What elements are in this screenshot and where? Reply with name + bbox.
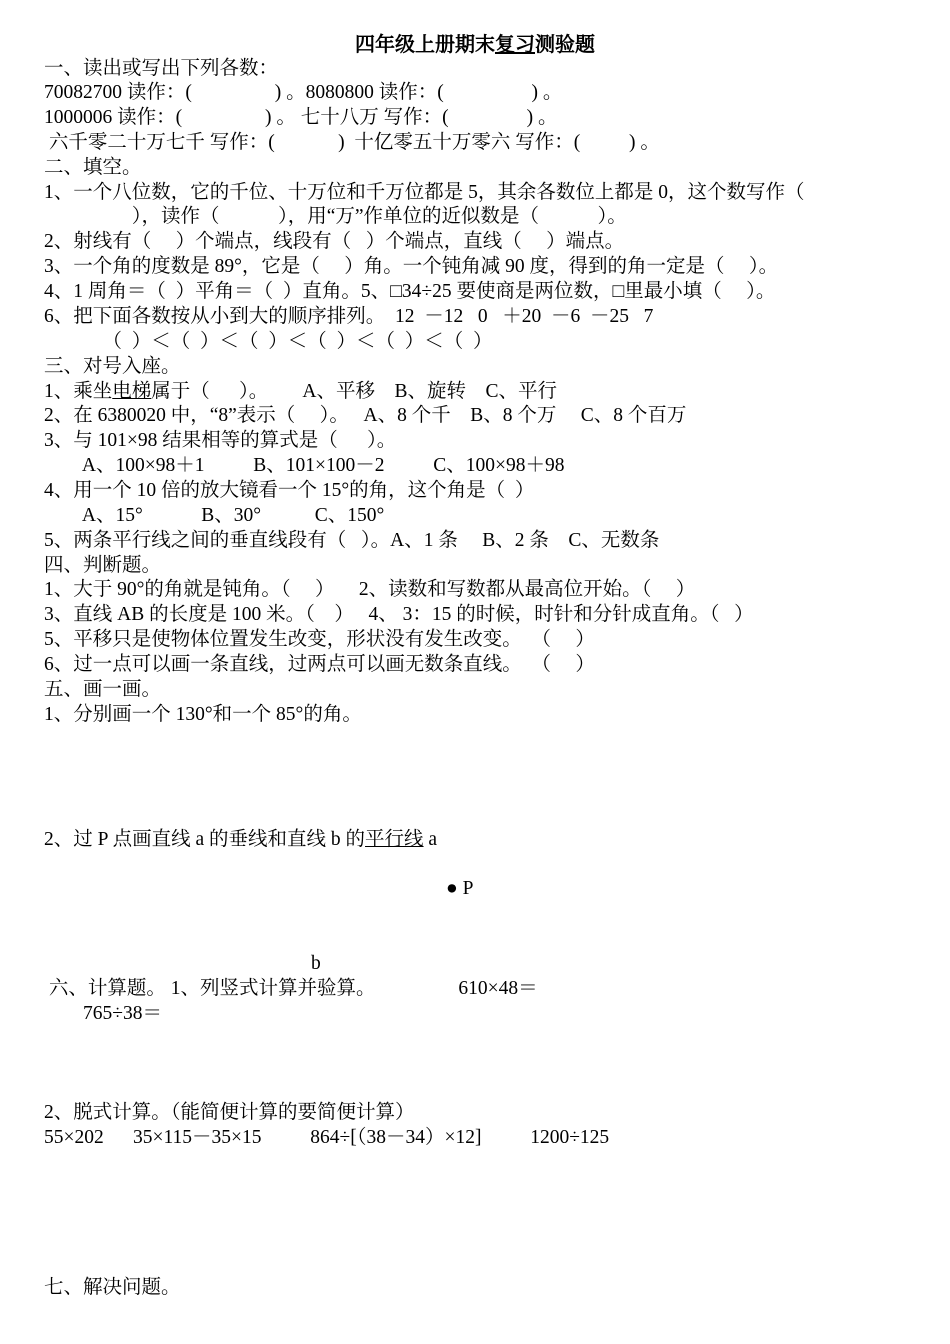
fill-q1-line-2: ），读作（ ），用“万”作单位的近似数是（ ）。 [44, 206, 627, 227]
section-6-heading: 六、计算题。 1、列竖式计算并验算。 610×48＝ [44, 978, 538, 999]
draw-q1: 1、分别画一个 130°和一个 85°的角。 [44, 704, 362, 725]
title-post: 测验题 [535, 34, 595, 56]
q1-line-2: 1000006 读作：( ) 。 七十八万 写作：( ) 。 [44, 107, 558, 128]
fill-q6-answer-row: （ ）＜（ ）＜（ ）＜（ ）＜（ ）＜（ ） [44, 331, 493, 352]
choice-q5: 5、两条平行线之间的垂直线段有（ ）。A、1 条 B、2 条 C、无数条 [44, 530, 660, 551]
choice-q3-options: A、100×98＋1 B、101×100－2 C、100×98＋98 [44, 455, 565, 476]
choice-q1-underlined: 电梯 [112, 381, 152, 402]
fill-q1-line-1: 1、一个八位数，它的千位、十万位和千万位都是 5，其余各数位上都是 0，这个数写作（ [44, 182, 805, 203]
choice-q4: 4、用一个 10 倍的放大镜看一个 15°的角，这个角是（ ） [44, 480, 535, 501]
judge-q3-q4: 3、直线 AB 的长度是 100 米。（ ） 4、 3：15 的时候，时针和分针成直角。（ ） [44, 604, 754, 625]
judge-q1-q2: 1、大于 90°的角就是钝角。（ ） 2、读数和写数都从最高位开始。（ ） [44, 579, 696, 600]
section-7-heading: 七、解决问题。 [44, 1277, 181, 1298]
draw-q2-post: a [423, 829, 438, 850]
fill-q2: 2、射线有（ ）个端点，线段有（ ）个端点，直线（ ）端点。 [44, 231, 625, 252]
title-underlined: 复习 [495, 34, 535, 56]
calc-q2-expressions: 55×202 35×115－35×15 864÷[（38－34）×12] 1200÷125 [44, 1127, 610, 1148]
calc-q1-second: 765÷38＝ [44, 1003, 162, 1024]
choice-q3: 3、与 101×98 结果相等的算式是（ ）。 [44, 430, 397, 451]
section-2-heading: 二、填空。 [44, 157, 142, 178]
choice-q4-options: A、15° B、30° C、150° [44, 505, 385, 526]
section-4-heading: 四、判断题。 [44, 555, 162, 576]
line-b-label: b [311, 953, 321, 974]
q1-line-3: 六千零二十万七千 写作：( ) 十亿零五十万零六 写作：( ) 。 [44, 132, 660, 153]
calc-q2-heading: 2、脱式计算。（能简便计算的要简便计算） [44, 1102, 415, 1123]
fill-q4-q5: 4、1 周角＝（ ）平角＝（ ）直角。5、□34÷25 要使商是两位数，□里最小填（ ）。 [44, 281, 776, 302]
judge-q5: 5、平移只是使物体位置发生改变，形状没有发生改变。 （ ） [44, 629, 595, 650]
q1-line-1: 70082700 读作：( ) 。8080800 读作：( ) 。 [44, 82, 563, 103]
judge-q6: 6、过一点可以画一条直线，过两点可以画无数条直线。 （ ） [44, 654, 595, 675]
choice-q1 [44, 380, 557, 404]
draw-q2-pre: 2、过 P 点画直线 a 的垂线和直线 b 的 [44, 829, 366, 850]
point-p-label: ● P [446, 878, 474, 899]
section-5-heading: 五、画一画。 [44, 679, 162, 700]
section-1-heading: 一、读出或写出下列各数： [44, 58, 279, 79]
choice-q2: 2、在 6380020 中，“8”表示（ ）。 A、8 个千 B、8 个万 C、8 个百万 [44, 405, 687, 426]
draw-q2-underlined: 平行线 [365, 829, 424, 850]
choice-q1-pre: 1、乘坐 [44, 381, 113, 402]
fill-q6: 6、把下面各数按从小到大的顺序排列。 12 －12 0 ＋20 －6 －25 7 [44, 306, 654, 327]
page-title [0, 33, 950, 57]
draw-q2 [44, 828, 437, 852]
title-pre: 四年级上册期末 [355, 34, 495, 56]
fill-q3: 3、一个角的度数是 89°，它是（ ）角。一个钝角减 90 度，得到的角一定是（ ）。 [44, 256, 779, 277]
choice-q1-post: 属于（ ）。 A、平移 B、旋转 C、平行 [151, 381, 558, 402]
section-3-heading: 三、对号入座。 [44, 356, 181, 377]
